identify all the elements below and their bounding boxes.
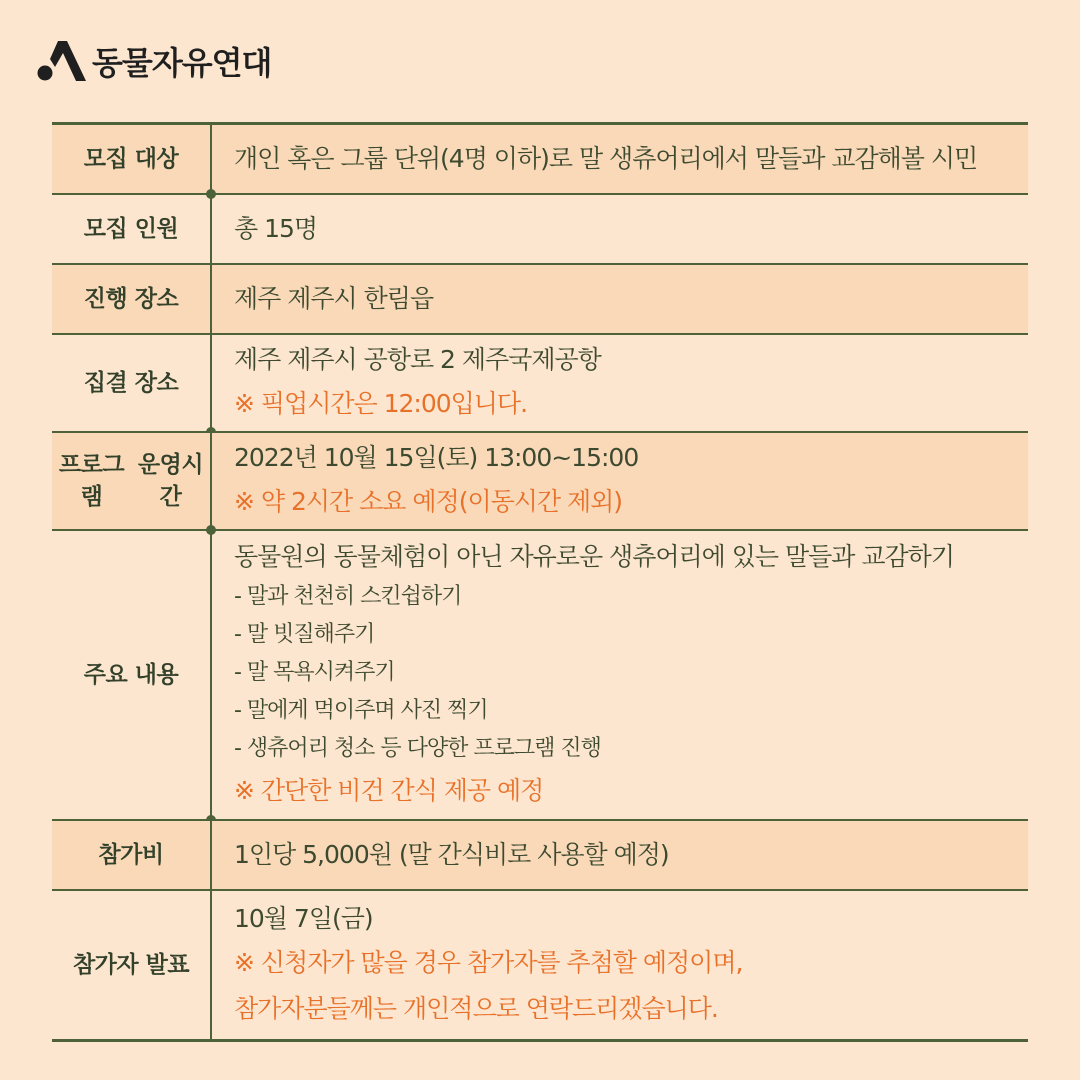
content-sub-item: - 말에게 먹이주며 사진 찍기: [234, 698, 488, 723]
content-line: 10월 7일(금): [234, 904, 373, 933]
content-line: 총 15명: [234, 214, 318, 243]
row-headcount: [52, 195, 1028, 265]
content-line: 제주 제주시 한림읍: [234, 284, 434, 313]
row-content: [212, 265, 1028, 333]
row-main-content: [52, 531, 1028, 821]
row-content: [212, 821, 1028, 889]
content-line: 제주 제주시 공항로 2 제주국제공항: [234, 345, 601, 374]
row-label-text: 모집 대상: [83, 146, 179, 172]
content-line: 2022년 10월 15일(토) 13:00~15:00: [234, 443, 639, 472]
row-content: [212, 891, 1028, 1039]
row-content: [212, 531, 1028, 819]
content-sub-item: - 말 빗질해주기: [234, 622, 375, 647]
row-label-text: 프로그램: [58, 452, 125, 510]
divider-dot: [206, 525, 216, 535]
row-label-text: 참가비: [98, 842, 164, 868]
info-table: [52, 122, 1028, 1042]
content-sub-item: - 말과 천천히 스킨쉽하기: [234, 584, 462, 609]
row-label-text: 진행 장소: [83, 286, 179, 312]
row-meeting-point: [52, 335, 1028, 433]
row-venue: [52, 265, 1028, 335]
logo-mark-icon: [36, 37, 88, 85]
row-label-text: 모집 인원: [83, 216, 179, 242]
content-line: 동물원의 동물체험이 아닌 자유로운 생츄어리에 있는 말들과 교감하기: [234, 542, 954, 571]
brand-logo: [36, 36, 271, 86]
row-content: [212, 195, 1028, 263]
row-label-text: 참가자 발표: [72, 952, 190, 978]
content-note: ※ 신청자가 많을 경우 참가자를 추첨할 예정이며,: [234, 948, 743, 977]
row-content: [212, 335, 1028, 431]
row-label: [52, 821, 212, 889]
row-label: [52, 531, 212, 819]
row-label-text: 집결 장소: [83, 370, 179, 396]
row-target: [52, 125, 1028, 195]
row-label-text: 운영시간: [137, 452, 204, 510]
row-label: [52, 335, 212, 431]
row-label: [52, 125, 212, 193]
row-label: [52, 891, 212, 1039]
row-announcement: [52, 891, 1028, 1042]
row-schedule: [52, 433, 1028, 531]
row-label-text: 주요 내용: [83, 662, 179, 688]
row-content: [212, 433, 1028, 529]
row-label: [52, 433, 212, 529]
content-sub-item: - 생츄어리 청소 등 다양한 프로그램 진행: [234, 736, 601, 761]
content-note: 참가자분들께는 개인적으로 연락드리겠습니다.: [234, 994, 718, 1023]
content-note: ※ 간단한 비건 간식 제공 예정: [234, 776, 544, 805]
row-content: [212, 125, 1028, 193]
content-note: ※ 약 2시간 소요 예정(이동시간 제외): [234, 487, 623, 516]
brand-name: 동물자유연대: [92, 44, 272, 82]
content-line: 개인 혹은 그룹 단위(4명 이하)로 말 생츄어리에서 말들과 교감해볼 시민: [234, 144, 978, 173]
row-label: [52, 265, 212, 333]
row-label: [52, 195, 212, 263]
content-line: 1인당 5,000원 (말 간식비로 사용할 예정): [234, 840, 669, 869]
content-sub-item: - 말 목욕시켜주기: [234, 660, 395, 685]
content-note: ※ 픽업시간은 12:00입니다.: [234, 389, 528, 418]
row-fee: [52, 821, 1028, 891]
